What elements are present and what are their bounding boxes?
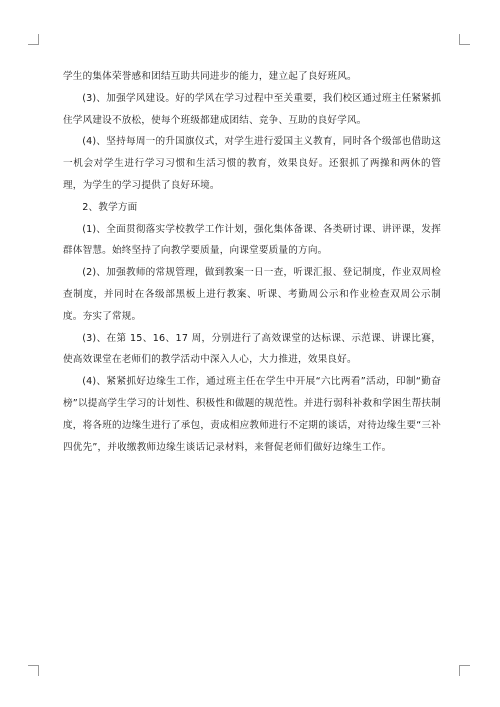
crop-mark-top-right <box>459 34 470 45</box>
paragraph-routine-management: (2)、加强教师的常规管理，做到教案一日一查，听课汇报、登记制度，作业双周检查制度，并同时在各级部黑板上进行教案、听课、考勤周公示和作业检查双周公示制度。夯实了常规。 <box>63 267 441 322</box>
crop-mark-bottom-left <box>28 665 39 676</box>
paragraph-efficient-classroom: (3)、在第 15、16、17 周，分别进行了高效课堂的达标课、示范课、讲课比赛，使高效课堂在老师们的教学活动中深入人心，大力推进，效果良好。 <box>63 332 441 366</box>
crop-mark-bottom-right <box>459 665 470 676</box>
paragraph-marginal-students: (4)、紧紧抓好边缘生工作，通过班主任在学生中开展“六比两看”活动，印制“勤奋榜”以提高学生学习的计划性、积极性和做题的规范性。并进行弱科补救和学困生帮扶制度，将各班的边缘生进行了承包，责成相应教师进行不定期的谈话，对待边缘生要“三补四优先”，并收缴教师边缘生谈话记录材料，来督促老师们做好边缘生工作。 <box>63 376 441 453</box>
section-heading-teaching: 2、教学方面 <box>82 201 138 213</box>
paragraph-teaching-plan: (1)、全面贯彻落实学校教学工作计划，强化集体备课、各类研讨课、讲评课，发挥群体智慧。始终坚持了向教学要质量，向课堂要质量的方向。 <box>63 223 441 257</box>
document-body <box>63 66 441 458</box>
paragraph-style-of-study: (3)、加强学风建设。好的学风在学习过程中至关重要，我们校区通过班主任紧紧抓住学风建设不放松，使每个班级都建成团结、竞争、互助的良好学风。 <box>63 92 441 126</box>
crop-mark-top-left <box>28 34 39 45</box>
paragraph-continuation: 学生的集体荣誉感和团结互助共同进步的能力，建立起了良好班风。 <box>63 71 357 82</box>
paragraph-flag-ceremony: (4)、坚持每周一的升国旗仪式，对学生进行爱国主义教育，同时各个级部也借助这一机会对学生进行学习习惯和生活习惯的教育，效果良好。还狠抓了两操和两休的管理，为学生的学习提供了良好环境。 <box>63 136 441 191</box>
